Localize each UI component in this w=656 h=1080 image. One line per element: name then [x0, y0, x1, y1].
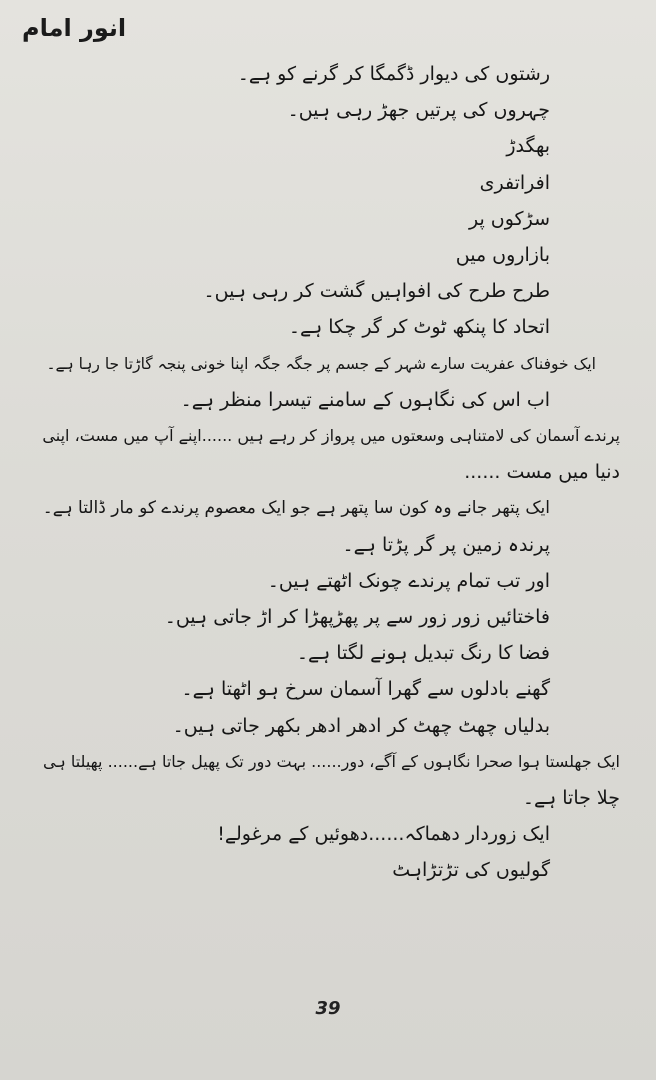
text-line: پرندے آسمان کی لامتناہی وسعتوں میں پرواز کر رہے ہیں ......اپنے آپ میں مست، اپنی — [42, 426, 620, 446]
text-line: دنیا میں مست ...... — [464, 461, 620, 484]
text-line: چہروں کی پرتیں جھڑ رہی ہیں۔ — [287, 99, 550, 122]
page-number: 39 — [315, 998, 341, 1019]
text-line: چلا جاتا ہے۔ — [522, 787, 620, 810]
text-line: ایک جھلستا ہوا صحرا نگاہوں کے آگے، دور...... بہت دور تک پھیل جاتا ہے...... پھیلتا ہی — [43, 751, 620, 771]
text-line: اب اس کی نگاہوں کے سامنے تیسرا منظر ہے۔ — [180, 388, 550, 411]
text-line: بازاروں میں — [455, 244, 550, 267]
text-line: اور تب تمام پرندے چونک اٹھتے ہیں۔ — [267, 569, 550, 592]
text-line: افراتفری — [479, 171, 550, 194]
text-line: گھنے بادلوں سے گھرا آسمان سرخ ہو اٹھتا ہے۔ — [181, 678, 550, 701]
text-line: بھگدڑ — [506, 135, 550, 158]
text-line: گولیوں کی تڑتڑاہٹ — [392, 859, 550, 882]
text-line: طرح طرح کی افواہیں گشت کر رہی ہیں۔ — [203, 280, 550, 303]
text-line: فضا کا رنگ تبدیل ہونے لگتا ہے۔ — [296, 642, 550, 665]
running-head-author: انور امام — [22, 14, 127, 42]
text-line: فاختائیں زور زور سے پر پھڑپھڑا کر اڑ جاتی ہیں۔ — [164, 606, 550, 629]
text-line: رشتوں کی دیوار ڈگمگا کر گرنے کو ہے۔ — [237, 63, 550, 85]
text-line: پرندہ زمین پر گر پڑتا ہے۔ — [342, 533, 550, 556]
text-line: اتحاد کا پنکھ ٹوٹ کر گر چکا ہے۔ — [288, 316, 550, 339]
page-body-text — [40, 56, 620, 889]
text-line: بدلیاں چھٹ چھٹ کر ادھر ادھر بکھر جاتی ہیں۔ — [172, 714, 550, 737]
text-line: ایک پتھر جانے وہ کون سا پتھر ہے جو ایک معصوم پرندے کو مار ڈالتا ہے۔ — [42, 498, 550, 519]
text-line: سڑکوں پر — [468, 207, 550, 230]
text-line: ایک خوفناک عفریت سارے شہر کے جسم پر جگہ جگہ اپنا خونی پنجہ گاڑتا جا رہا ہے۔ — [46, 354, 596, 373]
text-line: ایک زوردار دھماکہ......دھوئیں کے مرغولے! — [217, 823, 550, 846]
